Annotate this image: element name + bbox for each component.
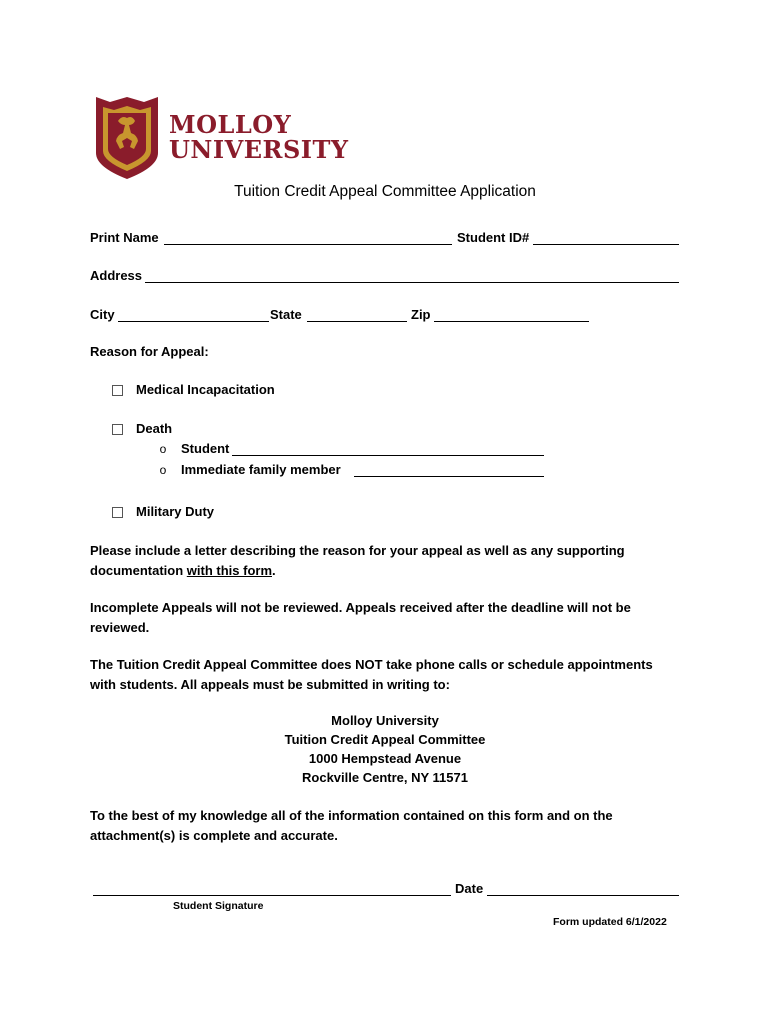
letter-instruction-text: Please include a letter describing the reason for your appeal as well as any supporting documentation (90, 543, 625, 578)
state-field[interactable] (307, 321, 407, 322)
death-student-label: Student (181, 441, 230, 456)
signature-caption: Student Signature (173, 900, 264, 912)
letter-instruction (90, 541, 680, 580)
death-option-label: Death (136, 421, 173, 436)
logo-line-1: MOLLOY (169, 110, 292, 139)
city-field[interactable] (118, 321, 269, 322)
student-id-field[interactable] (533, 244, 679, 245)
certification-statement: To the best of my knowledge all of the information contained on this form and on the attachment(s) is complete and accurate. (90, 808, 613, 843)
death-student-field[interactable] (232, 455, 544, 456)
address-line-1: Molloy University (331, 713, 439, 728)
medical-checkbox[interactable] (112, 385, 123, 396)
form-title: Tuition Credit Appeal Committee Application (234, 183, 536, 200)
date-field[interactable] (487, 895, 679, 896)
student-id-label: Student ID# (457, 230, 530, 245)
address-field[interactable] (145, 282, 679, 283)
university-logo (96, 97, 349, 179)
military-option-label: Military Duty (136, 504, 215, 519)
letter-instruction-end: . (272, 562, 276, 578)
reason-label: Reason for Appeal: (90, 344, 209, 359)
address-label: Address (90, 268, 143, 283)
address-line-2: Tuition Credit Appeal Committee (284, 732, 486, 747)
death-family-field[interactable] (354, 476, 544, 477)
phone-notice: The Tuition Credit Appeal Committee does NOT take phone calls or schedule appointments with students. All appeals must be submitted in writing to: (90, 657, 653, 692)
address-line-3: 1000 Hempstead Avenue (308, 751, 462, 766)
death-checkbox[interactable] (112, 424, 123, 435)
logo-line-2: UNIVERSITY (169, 135, 349, 164)
signature-field[interactable] (93, 895, 451, 896)
address-line-4: Rockville Centre, NY 11571 (302, 770, 468, 785)
university-wordmark (169, 112, 349, 162)
medical-option-label: Medical Incapacitation (136, 382, 275, 397)
form-updated-note: Form updated 6/1/2022 (553, 916, 667, 928)
print-name-label: Print Name (90, 230, 159, 245)
date-label: Date (455, 881, 484, 896)
state-label: State (270, 307, 302, 322)
zip-label: Zip (411, 307, 431, 322)
bullet-icon: o (159, 442, 167, 456)
incomplete-notice: Incomplete Appeals will not be reviewed. Appeals received after the deadline will not be reviewed. (90, 600, 631, 635)
university-crest-icon (96, 97, 158, 179)
print-name-field[interactable] (164, 244, 452, 245)
death-family-label: Immediate family member (181, 462, 341, 477)
zip-field[interactable] (434, 321, 589, 322)
city-label: City (90, 307, 115, 322)
military-checkbox[interactable] (112, 507, 123, 518)
mailing-address (0, 711, 770, 787)
bullet-icon: o (159, 463, 167, 477)
letter-instruction-emphasis: with this form (186, 562, 272, 578)
